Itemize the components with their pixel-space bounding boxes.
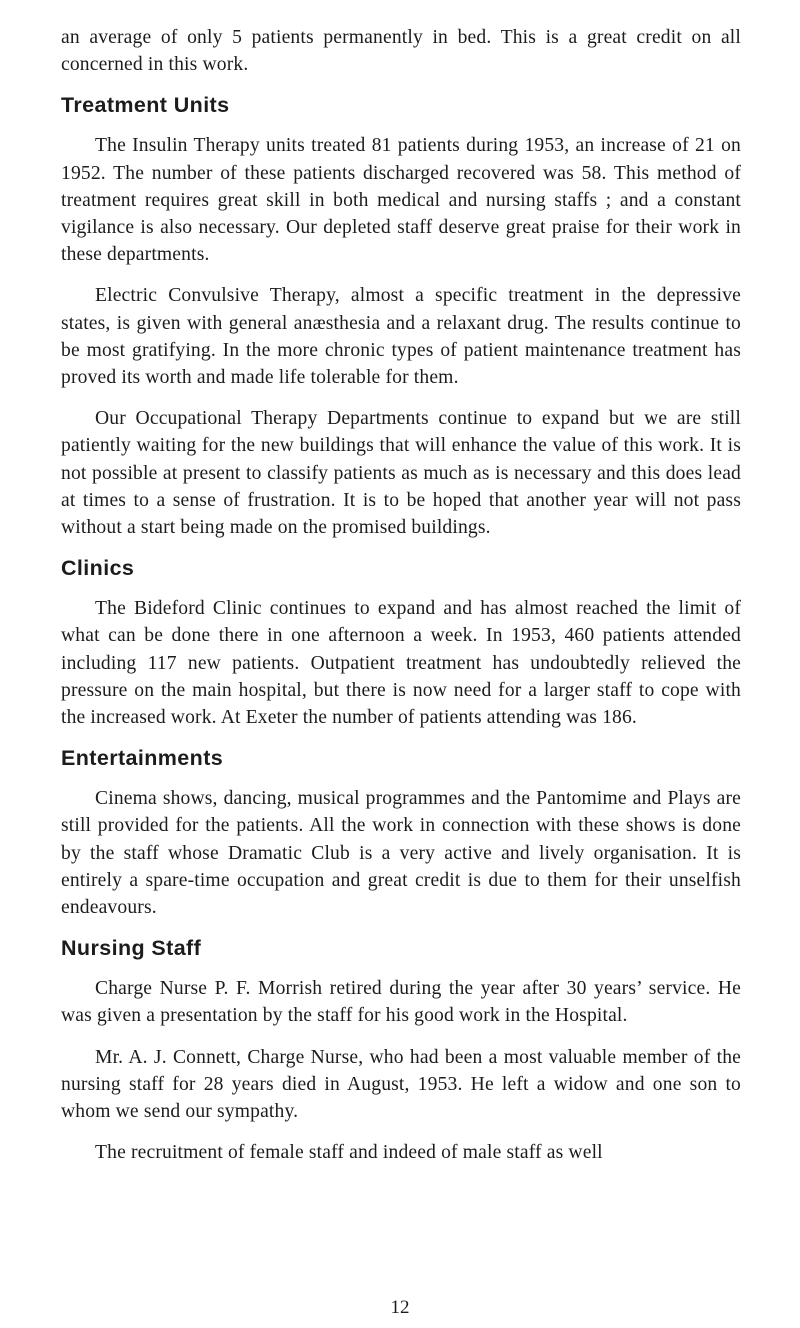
- recruitment-paragraph: The recruitment of female staff and indeed of male staff as well: [95, 1142, 603, 1164]
- heading-entertainments: Entertainments: [61, 746, 224, 771]
- insulin-therapy-paragraph: The Insulin Therapy units treated 81 patients during 1953, an increase of 21 on 1952. The number of these patients discharged recovered was 58. This method of treatment requires great skill in both medical and nursing staffs ; and a constant vigilance is also necessary. Our depleted staff deserve great praise for their work in these departments.: [61, 135, 741, 266]
- heading-clinics: Clinics: [61, 556, 135, 581]
- document-page: [61, 24, 741, 1167]
- heading-treatment-units: Treatment Units: [61, 93, 230, 118]
- clinics-paragraph: The Bideford Clinic continues to expand and has almost reached the limit of what can be done there in one afternoon a week. In 1953, 460 patients attended including 117 new patients. Outpatient treatment has undoubtedly relieved the pressure on the main hospital, but there is now need for a larger staff to cope with the increased work. At Exeter the number of patients attending was 186.: [61, 598, 741, 729]
- electric-convulsive-therapy-paragraph: Electric Convulsive Therapy, almost a specific treatment in the depressive states, is given with general anæsthesia and a relaxant drug. The results continue to be most gratifying. In the more chronic types of patient maintenance treatment has proved its worth and made life tolerable for them.: [61, 285, 741, 389]
- page-number: 12: [390, 1297, 410, 1318]
- heading-nursing-staff: Nursing Staff: [61, 936, 202, 961]
- morrish-retirement-paragraph: Charge Nurse P. F. Morrish retired during the year after 30 years’ service. He was given a presentation by the staff for his good work in the Hospital.: [61, 978, 741, 1027]
- connett-obituary-paragraph: Mr. A. J. Connett, Charge Nurse, who had been a most valuable member of the nursing staff for 28 years died in August, 1953. He left a widow and one son to whom we send our sympathy.: [61, 1046, 741, 1123]
- intro-paragraph: an average of only 5 patients permanently in bed. This is a great credit on all concerned in this work.: [61, 27, 741, 76]
- occupational-therapy-paragraph: Our Occupational Therapy Departments continue to expand but we are still patiently waiting for the new buildings that will enhance the value of this work. It is not possible at present to classify patients as much as is necessary and this does lead at times to a sense of frustration. It is to be hoped that another year will not pass without a start being made on the promised buildings.: [61, 408, 741, 539]
- entertainments-paragraph: Cinema shows, dancing, musical programmes and the Pantomime and Plays are still provided for the patients. All the work in connection with these shows is done by the staff whose Dramatic Club is a very active and lively organisation. It is entirely a spare-time occupation and great credit is due to them for their unselfish endeavours.: [61, 788, 741, 919]
